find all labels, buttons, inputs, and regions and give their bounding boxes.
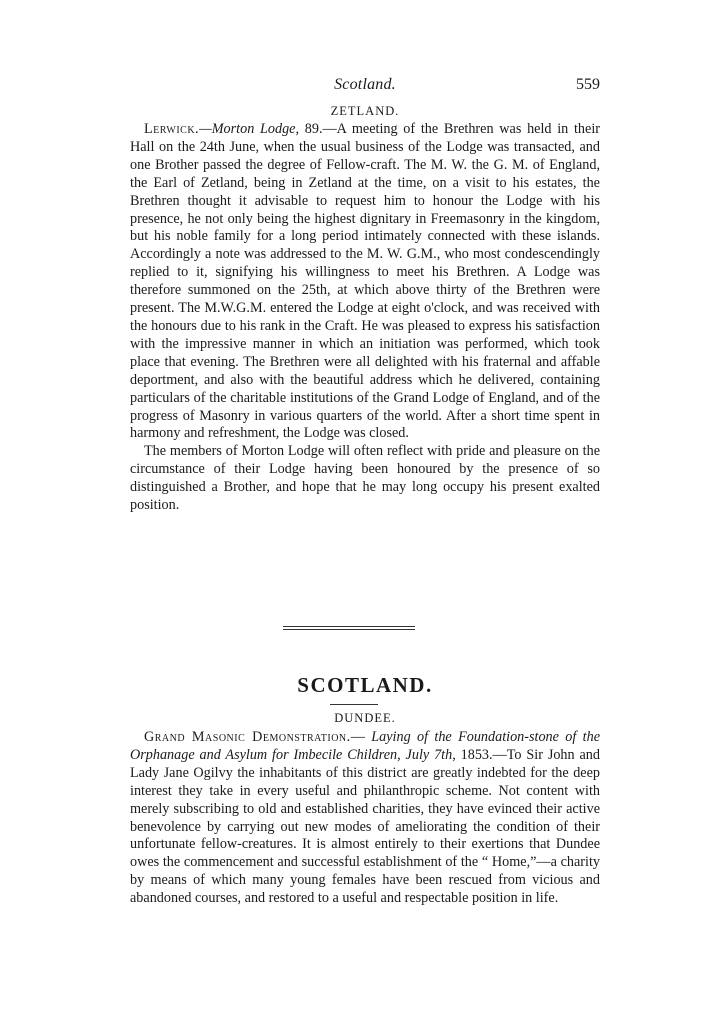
divider-line (283, 626, 415, 627)
zetland-paragraph-1 (130, 121, 600, 443)
event-dash: — (350, 729, 372, 745)
divider-line (283, 629, 415, 630)
zetland-section (130, 104, 600, 515)
running-head (130, 76, 600, 98)
dundee-paragraph-1 (130, 729, 600, 908)
page-number: 559 (576, 76, 600, 93)
lodge-name: —Morton Lodge, (199, 121, 300, 137)
paragraph-text: 1853.—To Sir John and Lady Jane Ogilvy the inhabitants of this district are greatly indebted for the deep interest they take in every useful and philanthropic scheme. Not content with merely subscribing to old and established charities, they have evinced their active benevolence by carrying out new modes of ameliorating the condition of their unfortunate fellow-creatures. It is almost entirely to their exertions that Dundee owes the commencement and successful establishment of the “ Home,”—a charity by means of which many young females have been rescued from vicious and abandoned courses, and restored to a useful and respectable position in life. (130, 746, 600, 907)
zetland-heading: ZETLAND. (330, 104, 400, 118)
place-name: Lerwick. (144, 121, 200, 137)
running-title: Scotland. (334, 76, 396, 93)
event-title: Grand Masonic Demonstration. (144, 729, 351, 745)
section-divider (283, 626, 415, 632)
dundee-heading: DUNDEE. (334, 711, 396, 725)
paragraph-text: 89.—A meeting of the Brethren was held in their Hall on the 24th June, when the usual business of the Lodge was transacted, and one Brother passed the degree of Fellow-craft. The M. W. the G. M. of England, the Earl of Zetland, being in Zetland at the time, on a visit to his estates, the Brethren thought it advisable to request him to honour the Lodge with his presence, he not only being the highest dignitary in Freemasonry in the kingdom, but his noble family for a long period intimately connected with these islands. Accordingly a note was addressed to the M. W. G.M., who most condescendingly replied to it, signifying his willingness to meet his Brethren. A Lodge was therefore summoned on the 25th, at which above thirty of the Brethren were present. The M.W.G.M. entered the Lodge at eight o'clock, and was received with the honours due to his rank in the Craft. He was pleased to express his satisfaction with the impressive manner in which an initiation was performed, which took place that evening. The Brethren were all delighted with his fraternal and affable deportment, and also with the beautiful address which he delivered, containing particulars of the charitable institutions of the Grand Lodge of England, and of the progress of Masonry in various quarters of the world. After a short time spent in harmony and refreshment, the Lodge was closed. (130, 121, 600, 442)
title-underline (330, 704, 378, 705)
event-subtitle: Laying of the Foundation-stone of the Orphanage and Asylum for Imbecile Children, July 7th, (130, 729, 601, 763)
dundee-section (130, 711, 600, 908)
zetland-paragraph-2: The members of Morton Lodge will often reflect with pride and pleasure on the circumstance of their Lodge having been honoured by the presence of so distinguished a Brother, and hope that he may long occupy his present exalted position. (130, 443, 600, 514)
section-title: SCOTLAND. (297, 673, 433, 697)
